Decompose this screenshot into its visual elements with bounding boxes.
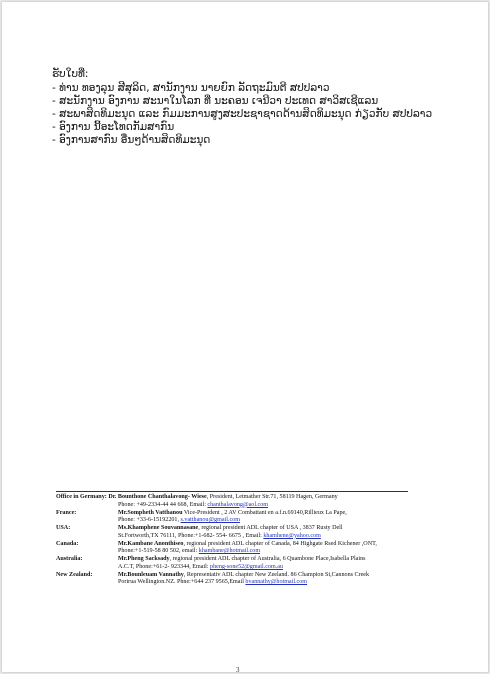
cc-recipient-line: - ສະນັກງານ ອົງການ ສະນາໃນໂລກ ທີ່ ນະຄອນ ເຈນີວາ ປະເທດ ສາວິສເຊີແລນ: [52, 95, 379, 107]
contact-entry-germany: [56, 494, 436, 509]
email-link[interactable]: khambane@hotmail.com: [198, 548, 261, 555]
cc-recipient-line: - ສະພາສິດທິມະນຸດ ແລະ ກົມມະການສູງສະປະຊາຊາດດ້ານສິດທິມະນຸດ ກ່ຽວກັບ ສປປລາວ: [52, 108, 433, 120]
contact-phone: A.C.T, Phone:+61-2- 923344, Email:: [118, 563, 211, 570]
email-link[interactable]: khamhene@yahoo.com: [263, 532, 321, 539]
cc-recipient-line: - ທ່ານ ທອງລຸນ ສີສຸລິດ, ສານັກງານ ນາຍຍົກ ລັດຖະມົນຕີ ສປປລາວ: [52, 82, 330, 94]
contact-label: New Zealand:: [56, 571, 93, 578]
contact-footer: [56, 494, 436, 587]
contact-label: Office in Germany:: [56, 494, 107, 500]
email-link[interactable]: pheng-sone52@gmail.com.au: [210, 563, 283, 570]
cc-recipient-line: - ອົງການ ນີ້ອະໂທດກັມສາກົນ: [52, 121, 175, 133]
contact-phone: Phone: +33-6-15192201,: [118, 517, 181, 524]
footer-divider: [56, 491, 408, 492]
page-number: 3: [236, 666, 240, 672]
contact-name: Mr.Pheng Sacksady: [118, 556, 170, 563]
contact-phone: Phone:+1-519-58 80 502, email:: [118, 548, 199, 555]
contact-label: USA:: [56, 525, 71, 532]
contact-details: , regional president ADL chapter of USA , 3837 Rusty Dell: [198, 525, 343, 532]
contact-details: Vice-President , 2 AV Combattant en a.f.n.69140,Rillieux La Pape,: [182, 509, 347, 516]
contact-label: Canada:: [56, 540, 79, 547]
contact-entry-usa: [56, 525, 436, 540]
contact-entry-canada: [56, 541, 436, 556]
document-page: [2, 2, 488, 672]
email-link[interactable]: chanthalavong@aol.com: [207, 501, 269, 508]
contact-name: Mr.Bounleuam Vannathy: [118, 571, 184, 578]
contact-label: France:: [56, 509, 77, 516]
contact-details: , regional president ADL chapter of Australia, 6 Quambone Place,Isabella Plains: [169, 556, 366, 563]
contact-name: Mr.Kambane Anonthiseo: [118, 540, 184, 547]
contact-name: Ms.Khamphene Souvannasane: [118, 525, 199, 532]
contact-label: Australia:: [56, 556, 83, 563]
contact-phone: Phone: +49-2334-44 44 668, Email:: [118, 501, 208, 508]
contact-details: , Representativ ADL chapter New Zeeland. 86 Champion St,Cannons Creek: [183, 571, 370, 578]
cc-recipient-line: - ອົງການສາກົນ ອື່ນໆດ້ານສິດທິມະນຸດ: [52, 134, 211, 146]
email-link[interactable]: bvannathy@hotmail.com: [245, 579, 308, 586]
contact-entry-new-zealand: [56, 572, 436, 587]
contact-entry-australia: [56, 556, 436, 571]
contact-phone: St.Fortworth,TX 76111, Phone:+1-682- 554- 6675 , Email:: [118, 532, 264, 539]
contact-details: , President, Letmather Str.71, 58119 Hagen, Germany: [206, 494, 338, 500]
contact-phone: Porirua Wellington.NZ. Phne:+644 237 9565,Email: [118, 579, 246, 586]
contact-name: Mr.Sompheth Vatthanou: [118, 509, 183, 516]
cc-heading: ຮັບໃບທີ່:: [52, 68, 89, 80]
contact-name: Dr. Bounthone Chanthalavong- Wiese: [108, 494, 207, 500]
contact-entry-france: [56, 510, 436, 525]
email-link[interactable]: s.vatthanou@gmail.com: [180, 517, 240, 524]
cc-recipient-list: [52, 68, 472, 147]
contact-details: , regional president ADL chapter of Canada, 84 Highgate Rsed Kichener ,ONT,: [183, 540, 377, 547]
